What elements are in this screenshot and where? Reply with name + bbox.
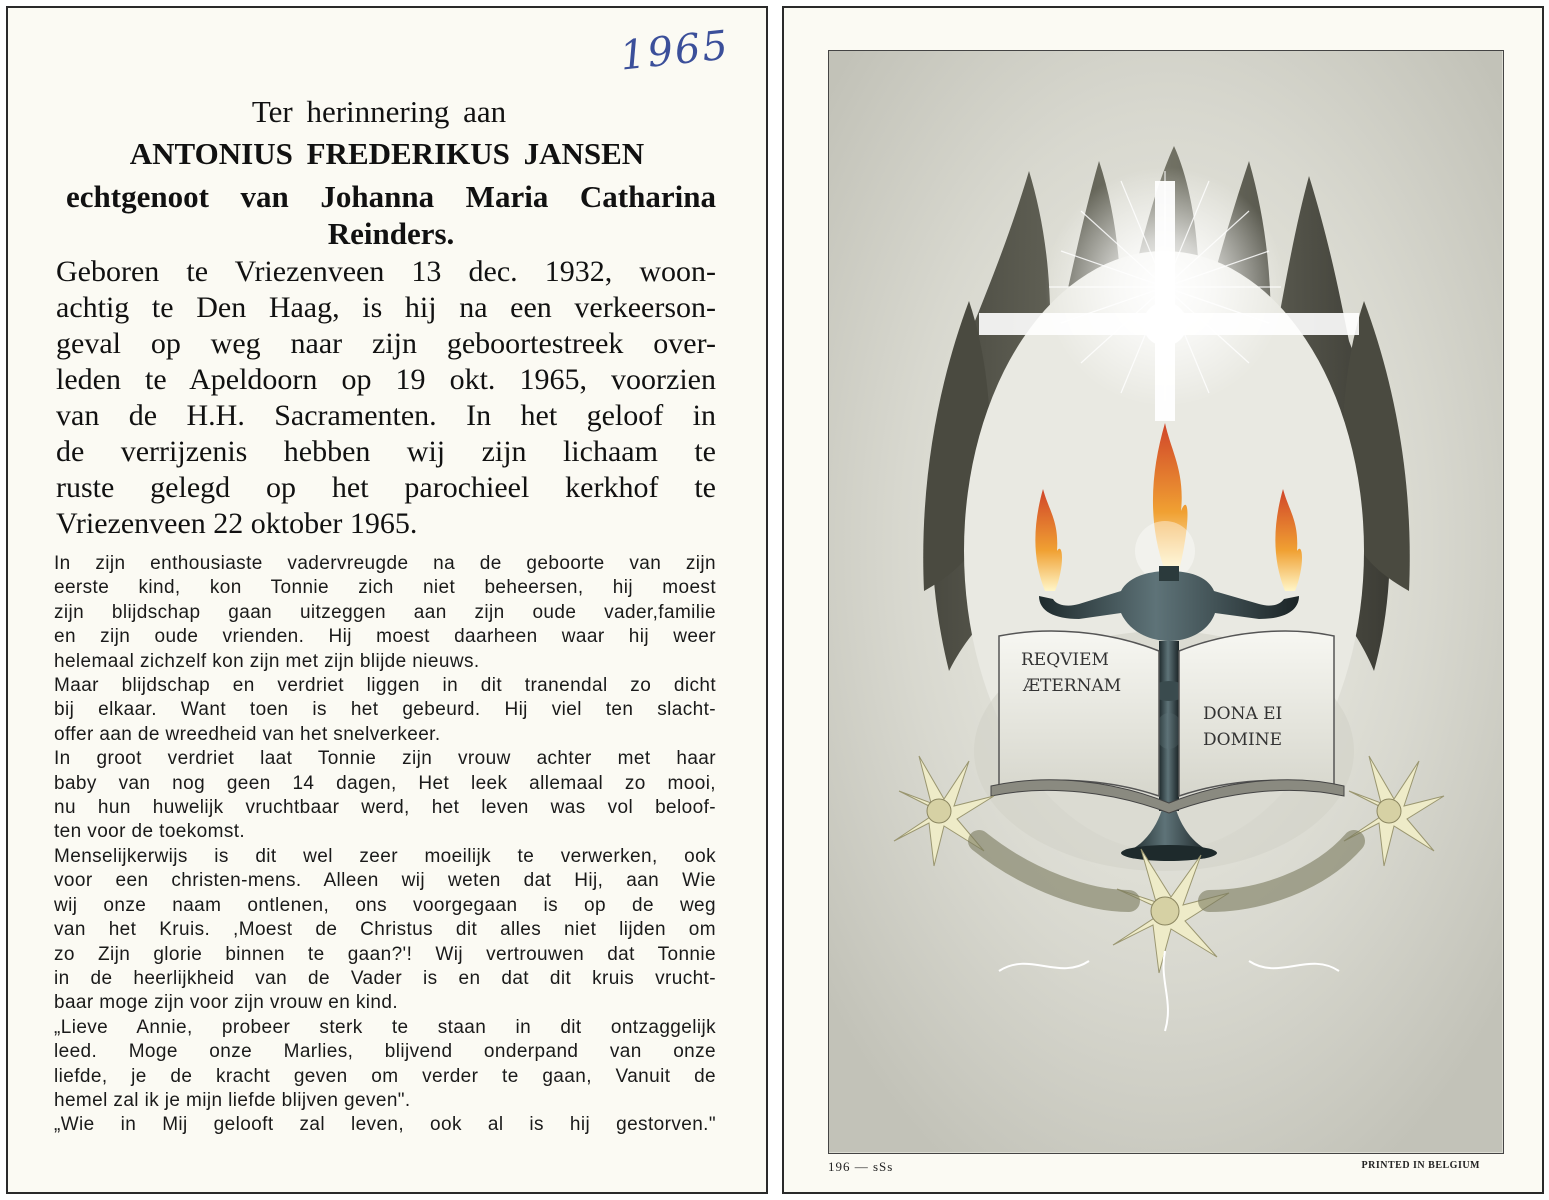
print-code: 196 — sSs (828, 1159, 894, 1174)
book-text-left-1: REQVIEM (1021, 650, 1109, 670)
narrative-line: baby van nog geen 14 dagen, Het leek allemaal zo mooi, (54, 772, 716, 794)
narrative-line: In groot verdriet laat Tonnie zijn vrouw achter met haar (54, 748, 716, 770)
illustration-card (782, 6, 1544, 1194)
book-text-right-1: DONA EI (1203, 704, 1283, 724)
main-line: de verrijzenis hebben wij zijn lichaam te (56, 435, 716, 468)
main-line: achtig te Den Haag, is hij na een verkeerson- (56, 291, 716, 324)
narrative-line: voor een christen-mens. Alleen wij weten dat Hij, aan Wie (54, 870, 716, 892)
narrative-line: In zijn enthousiaste vadervreugde na de geboorte van zijn (54, 553, 716, 574)
narrative-line: eerste kind, kon Tonnie zich niet beheersen, hij moest (54, 577, 716, 599)
spouse-line-2: Reinders. (327, 216, 455, 251)
spouse-line (66, 178, 716, 252)
spouse-line-1: echtgenoot van Johanna Maria Catharina (66, 179, 716, 214)
narrative-line: ten voor de toekomst. (54, 821, 246, 843)
narrative-line: van het Kruis. ,Moest de Christus dit alles niet lijden om (54, 919, 716, 941)
narrative-line: in de heerlijkheid van de Vader is en dat dit kruis vrucht- (54, 967, 716, 989)
narrative-line: „Wie in Mij gelooft zal leven, ook al is hij gestorven." (54, 1114, 716, 1136)
narrative-line: liefde, je de kracht geven om verder te gaan, Vanuit de (54, 1065, 716, 1087)
handwritten-year: 1965 (617, 22, 732, 80)
main-text (56, 254, 716, 542)
narrative-text (54, 552, 716, 1138)
narrative-line: en zijn oude vrienden. Hij moest daarheen waar hij weer (54, 626, 716, 648)
main-line: ruste gelegd op het parochieel kerkhof te (56, 471, 716, 504)
narrative-line: „Lieve Annie, probeer sterk te staan in dit ontzaggelijk (54, 1016, 716, 1038)
narrative-line: baar moge zijn voor zijn vrouw en kind. (54, 992, 399, 1014)
main-line: Vriezenveen 22 oktober 1965. (56, 507, 418, 540)
intro-line: Ter herinnering aan (251, 94, 507, 129)
narrative-line: bij elkaar. Want toen is het gebeurd. Hij viel ten slacht- (54, 699, 716, 721)
narrative-line: hemel zal ik je mijn liefde blijven geven". (54, 1089, 411, 1111)
narrative-line: nu hun huwelijk vruchtbaar werd, het leven was vol beloof- (54, 797, 716, 819)
illustration-svg (829, 51, 1502, 1152)
text-card (6, 6, 768, 1194)
narrative-line: wij onze naam ontlenen, ons voorgegaan is op de weg (54, 894, 716, 916)
book-text-right-2: DOMINE (1203, 730, 1282, 750)
narrative-line: zijn blijdschap gaan uitzeggen aan zijn oude vader,familie (54, 601, 716, 623)
narrative-line: leed. Moge onze Marlies, blijvend onderpand van onze (54, 1041, 716, 1063)
main-line: geval op weg naar zijn geboortestreek over- (56, 327, 716, 360)
main-line: van de H.H. Sacramenten. In het geloof in (56, 399, 716, 432)
printed-in-label: PRINTED IN BELGIUM (1361, 1160, 1480, 1171)
narrative-line: Menselijkerwijs is dit wel zeer moeilijk te verwerken, ook (54, 845, 716, 867)
deceased-name: ANTONIUS FREDERIKUS JANSEN (129, 136, 645, 171)
devotional-illustration (828, 50, 1504, 1154)
narrative-line: zo Zijn glorie binnen te gaan?'! Wij vertrouwen dat Tonnie (54, 943, 716, 965)
narrative-line: helemaal zichzelf kon zijn met zijn blijde nieuws. (54, 650, 480, 672)
narrative-line: Maar blijdschap en verdriet liggen in dit tranendal zo dicht (54, 675, 716, 697)
main-line: leden te Apeldoorn op 19 okt. 1965, voorzien (56, 363, 716, 396)
main-line: Geboren te Vriezenveen 13 dec. 1932, woon- (56, 255, 716, 288)
book-text-left-2: ÆTERNAM (1023, 676, 1122, 696)
narrative-line: offer aan de wreedheid van het snelverkeer. (54, 723, 441, 745)
